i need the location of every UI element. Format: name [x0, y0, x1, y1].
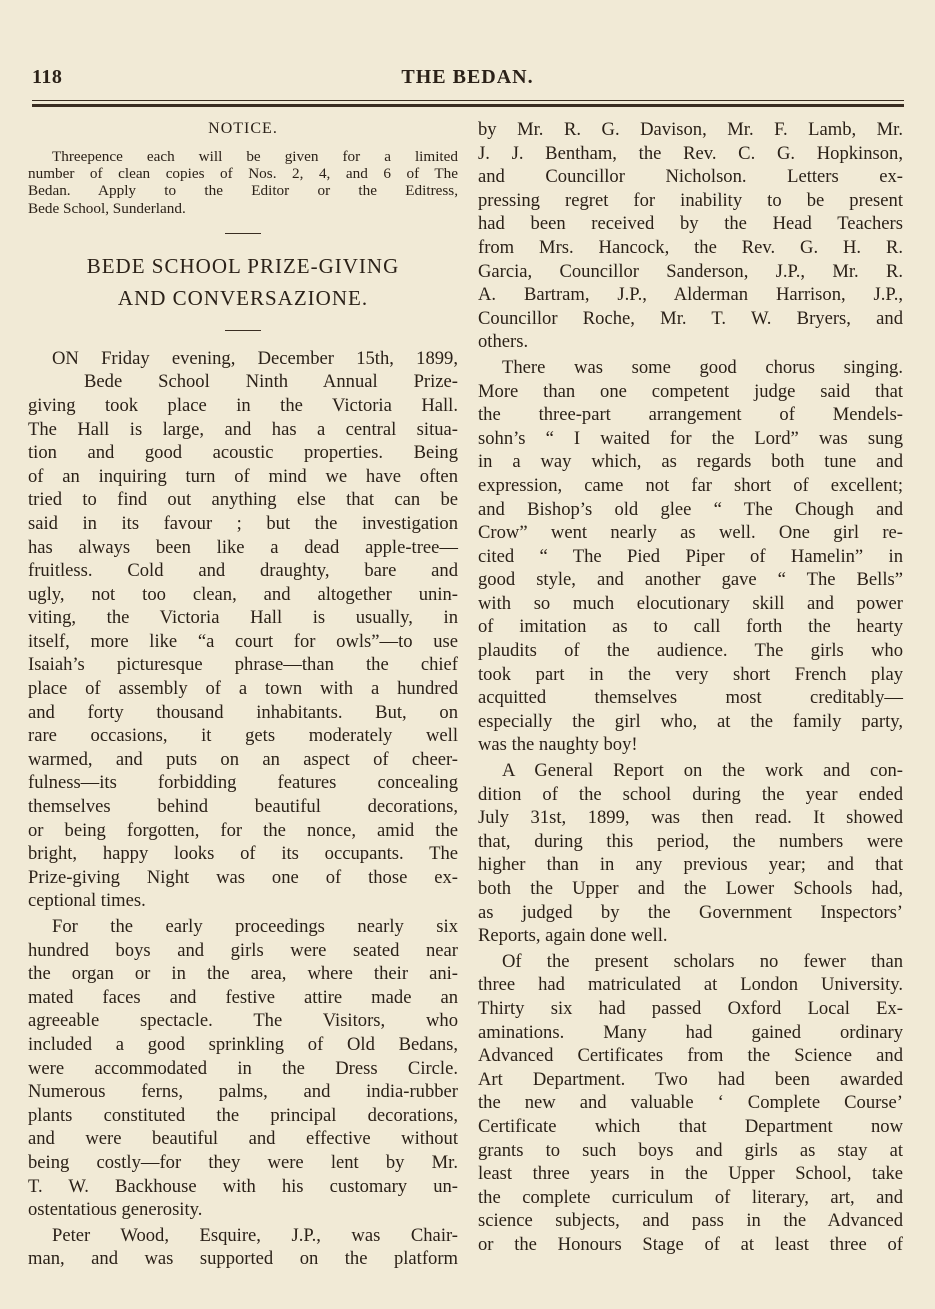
- text-line: mated faces and festive attire made an: [28, 986, 458, 1008]
- header-rule-thick: [32, 104, 904, 107]
- text-line: tried to find out anything else that can be: [28, 489, 458, 511]
- text-line: three had matriculated at London University.: [478, 974, 903, 996]
- text-line: Councillor Roche, Mr. T. W. Bryers, and: [478, 307, 903, 329]
- text-line: A General Report on the work and con-: [502, 760, 903, 782]
- article-title: [28, 250, 458, 314]
- text-line: was the naughty boy!: [478, 734, 638, 756]
- text-line: Bedan. Apply to the Editor or the Editress,: [28, 182, 458, 200]
- text-line: has always been like a dead apple-tree—: [28, 536, 458, 558]
- text-line: and Bishop’s old glee “ The Chough and: [478, 498, 903, 520]
- text-line: the complete curriculum of literary, art, and: [478, 1186, 903, 1208]
- text-line: plants constituted the principal decorations,: [28, 1104, 458, 1126]
- text-line: itself, more like “a court for owls”—to use: [28, 630, 458, 652]
- left-column: [28, 118, 458, 1271]
- text-line: Isaiah’s picturesque phrase—than the chief: [28, 654, 458, 676]
- text-line: place of assembly of a town with a hundred: [28, 678, 458, 700]
- text-line: least three years in the Upper School, take: [478, 1163, 903, 1185]
- text-line: included a good sprinkling of Old Bedans,: [28, 1033, 458, 1055]
- header-rule: [32, 100, 904, 101]
- text-line: the three-part arrangement of Mendels-: [478, 404, 903, 426]
- text-line: science subjects, and pass in the Advanced: [478, 1210, 903, 1232]
- text-line: were accommodated in the Dress Circle.: [28, 1057, 458, 1079]
- text-line: fruitless. Cold and draughty, bare and: [28, 560, 458, 582]
- text-line: Bede School Ninth Annual Prize-: [84, 371, 458, 393]
- text-line: Certificate which that Department now: [478, 1115, 903, 1137]
- text-line: by Mr. R. G. Davison, Mr. F. Lamb, Mr.: [478, 119, 903, 140]
- text-line: warmed, and puts on an aspect of cheer-: [28, 748, 458, 770]
- text-line: the new and valuable ‘ Complete Course’: [478, 1092, 903, 1114]
- text-line: that, during this period, the numbers were: [478, 830, 903, 852]
- text-line: expression, came not far short of excellent;: [478, 474, 903, 496]
- text-line: tion and good acoustic properties. Being: [28, 442, 458, 464]
- text-line: Thirty six had passed Oxford Local Ex-: [478, 997, 903, 1019]
- text-line: number of clean copies of Nos. 2, 4, and 6 of The: [28, 165, 458, 183]
- text-line: Threepence each will be given for a limited: [52, 148, 458, 165]
- paragraph: [28, 347, 458, 913]
- text-line: bright, happy looks of its occupants. The: [28, 843, 458, 865]
- title-divider: [225, 330, 261, 331]
- text-line: The Hall is large, and has a central situa-: [28, 418, 458, 440]
- right-column: [478, 118, 903, 1257]
- paragraph: [478, 118, 903, 354]
- text-line: acquitted themselves most creditably—: [478, 687, 903, 709]
- text-line: July 31st, 1899, was then read. It showed: [478, 807, 903, 829]
- title-line: AND CONVERSAZIONE.: [117, 285, 369, 310]
- text-line: especially the girl who, at the family party,: [478, 710, 903, 732]
- text-line: Garcia, Councillor Sanderson, J.P., Mr. R.: [478, 260, 903, 282]
- text-line: Of the present scholars no fewer than: [502, 950, 903, 972]
- right-body: [478, 118, 903, 1257]
- notice-heading: NOTICE.: [208, 120, 278, 137]
- running-title: THE BEDAN.: [401, 66, 534, 88]
- text-line: the organ or in the area, where their ani-: [28, 963, 458, 985]
- text-line: giving took place in the Victoria Hall.: [28, 394, 458, 416]
- text-line: Peter Wood, Esquire, J.P., was Chair-: [52, 1224, 458, 1246]
- paragraph: [478, 950, 903, 1257]
- text-line: More than one competent judge said that: [478, 380, 903, 402]
- text-line: others.: [478, 331, 529, 353]
- text-line: took part in the very short French play: [478, 663, 903, 685]
- text-line: of an inquiring turn of mind we have often: [28, 465, 458, 487]
- text-line: For the early proceedings nearly six: [52, 916, 458, 937]
- text-line: higher than in any previous year; and that: [478, 854, 903, 876]
- text-line: Reports, again done well.: [478, 925, 668, 947]
- notice-body: [28, 148, 458, 217]
- text-line: grants to such boys and girls as stay at: [478, 1139, 903, 1161]
- text-line: with so much elocutionary skill and power: [478, 592, 903, 614]
- text-line: viting, the Victoria Hall is usually, in: [28, 607, 458, 629]
- text-line: and Councillor Nicholson. Letters ex-: [478, 166, 903, 188]
- section-divider: [225, 233, 261, 234]
- text-line: plaudits of the audience. The girls who: [478, 640, 903, 662]
- text-line: as judged by the Government Inspectors’: [478, 901, 903, 923]
- text-line: both the Upper and the Lower Schools had,: [478, 878, 903, 899]
- paragraph: [28, 1224, 458, 1271]
- text-line: J. J. Bentham, the Rev. C. G. Hopkinson,: [478, 142, 903, 164]
- text-line: Crow” went nearly as well. One girl re-: [478, 522, 903, 544]
- text-line: ugly, not too clean, and altogether unin-: [28, 583, 458, 605]
- text-line: good style, and another gave “ The Bells”: [478, 569, 903, 591]
- paragraph: [478, 356, 903, 757]
- text-line: Advanced Certificates from the Science and: [478, 1045, 903, 1067]
- text-line: Numerous ferns, palms, and india-rubber: [28, 1081, 458, 1103]
- text-line: A. Bartram, J.P., Alderman Harrison, J.P.,: [478, 284, 903, 306]
- text-line: and forty thousand inhabitants. But, on: [28, 701, 458, 723]
- text-line: rare occasions, it gets moderately well: [28, 725, 458, 747]
- text-line: fulness—its forbidding features concealing: [28, 772, 458, 794]
- text-line: hundred boys and girls were seated near: [28, 939, 458, 961]
- text-line: aminations. Many had gained ordinary: [478, 1021, 903, 1043]
- text-line: ostentatious generosity.: [28, 1199, 203, 1221]
- text-line: There was some good chorus singing.: [502, 356, 903, 378]
- text-line: Art Department. Two had been awarded: [478, 1068, 903, 1090]
- text-line: being costly—for they were lent by Mr.: [28, 1151, 458, 1173]
- text-line: dition of the school during the year ended: [478, 783, 903, 805]
- text-line: from Mrs. Hancock, the Rev. G. H. R.: [478, 236, 903, 258]
- left-body: [28, 347, 458, 1271]
- paragraph: [478, 759, 903, 948]
- text-line: said in its favour ; but the investigation: [28, 512, 458, 534]
- text-line: or the Honours Stage of at least three of: [478, 1233, 903, 1255]
- text-line: ON Friday evening, December 15th, 1899,: [52, 347, 458, 369]
- text-line: T. W. Backhouse with his customary un-: [28, 1175, 458, 1197]
- title-line: BEDE SCHOOL PRIZE-GIVING: [86, 253, 400, 278]
- text-line: Prize-giving Night was one of those ex-: [28, 866, 458, 888]
- text-line: themselves behind beautiful decorations,: [28, 796, 458, 818]
- paragraph: [28, 915, 458, 1222]
- text-line: sohn’s “ I waited for the Lord” was sung: [478, 427, 903, 449]
- text-line: cited “ The Pied Piper of Hamelin” in: [478, 545, 903, 567]
- text-line: in a way which, as regards both tune and: [478, 451, 903, 473]
- text-line: of imitation as to call forth the hearty: [478, 616, 903, 638]
- text-line: man, and was supported on the platform: [28, 1248, 458, 1270]
- text-line: or being forgotten, for the nonce, amid the: [28, 819, 458, 841]
- text-line: and were beautiful and effective without: [28, 1128, 458, 1150]
- text-line: had been received by the Head Teachers: [478, 213, 903, 235]
- text-line: ceptional times.: [28, 890, 146, 912]
- text-line: Bede School, Sunderland.: [28, 199, 186, 217]
- text-line: pressing regret for inability to be present: [478, 189, 903, 211]
- page-number: 118: [32, 66, 63, 88]
- text-line: agreeable spectacle. The Visitors, who: [28, 1010, 458, 1032]
